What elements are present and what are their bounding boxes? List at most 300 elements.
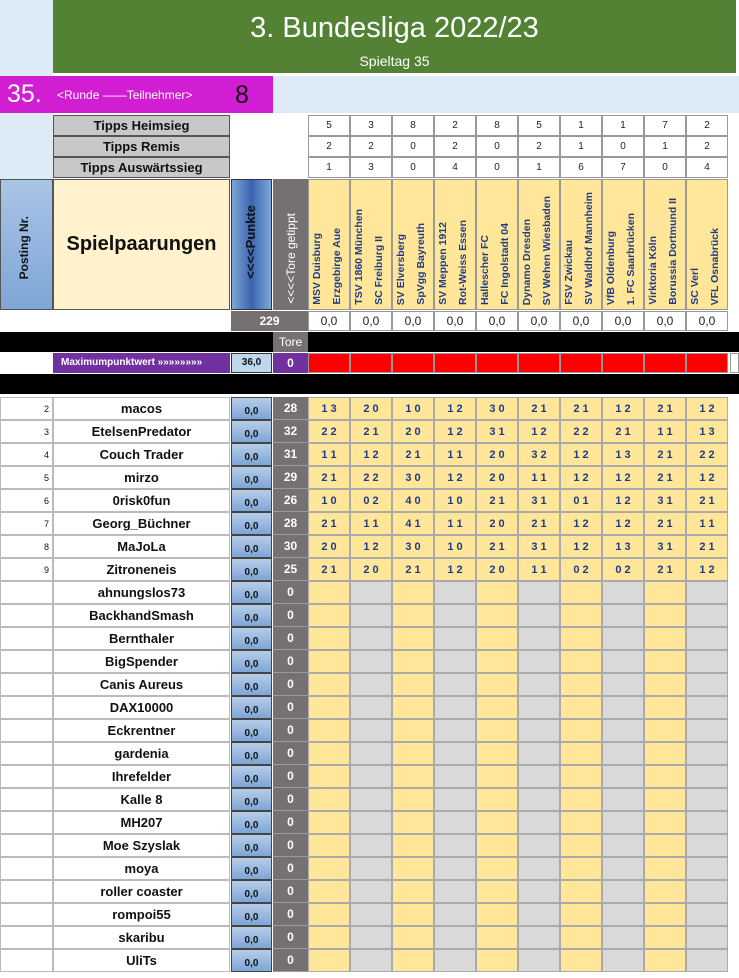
tip-cell[interactable] bbox=[686, 673, 728, 696]
tip-cell[interactable]: 2 1 bbox=[644, 397, 686, 420]
game-result-cell[interactable]: 0,0 bbox=[476, 311, 518, 331]
player-tore: 32 bbox=[273, 420, 308, 443]
tip-cell[interactable] bbox=[602, 581, 644, 604]
tip-cell[interactable]: 1 2 bbox=[686, 397, 728, 420]
tip-cell[interactable] bbox=[518, 673, 560, 696]
tip-cell[interactable] bbox=[350, 719, 392, 742]
tip-cell[interactable]: 3 2 bbox=[518, 443, 560, 466]
tip-cell[interactable] bbox=[602, 719, 644, 742]
tip-cell[interactable]: 1 2 bbox=[602, 397, 644, 420]
tip-cell[interactable] bbox=[476, 811, 518, 834]
tip-cell[interactable] bbox=[602, 604, 644, 627]
tip-cell[interactable] bbox=[434, 834, 476, 857]
tip-cell[interactable] bbox=[686, 857, 728, 880]
posting-nr bbox=[0, 627, 53, 650]
tip-cell[interactable] bbox=[476, 857, 518, 880]
tip-cell[interactable] bbox=[308, 834, 350, 857]
tip-cell[interactable]: 1 2 bbox=[560, 512, 602, 535]
tip-cell[interactable]: 3 1 bbox=[518, 489, 560, 512]
tip-cell[interactable] bbox=[560, 650, 602, 673]
tip-cell[interactable] bbox=[392, 581, 434, 604]
tip-cell[interactable] bbox=[308, 581, 350, 604]
tip-cell[interactable]: 2 1 bbox=[560, 397, 602, 420]
tip-cell[interactable]: 2 1 bbox=[476, 535, 518, 558]
tip-cell[interactable] bbox=[476, 949, 518, 972]
tip-cell[interactable]: 1 1 bbox=[350, 512, 392, 535]
player-name: Georg_Büchner bbox=[53, 512, 230, 535]
player-name: ahnungslos73 bbox=[53, 581, 230, 604]
tip-cell[interactable] bbox=[308, 650, 350, 673]
tip-cell[interactable]: 1 0 bbox=[392, 397, 434, 420]
tip-cell[interactable]: 1 3 bbox=[308, 397, 350, 420]
tip-cell[interactable]: 1 1 bbox=[644, 420, 686, 443]
tip-cell[interactable] bbox=[518, 949, 560, 972]
tip-cell[interactable]: 1 2 bbox=[434, 466, 476, 489]
tip-cell[interactable] bbox=[560, 903, 602, 926]
tip-cell[interactable] bbox=[392, 788, 434, 811]
tip-cell[interactable] bbox=[476, 903, 518, 926]
tip-cell[interactable] bbox=[602, 903, 644, 926]
tip-cell[interactable] bbox=[434, 604, 476, 627]
tip-cell[interactable]: 1 2 bbox=[350, 443, 392, 466]
tip-cell[interactable] bbox=[392, 949, 434, 972]
tip-cell[interactable] bbox=[686, 742, 728, 765]
tip-cell[interactable] bbox=[518, 696, 560, 719]
table-row bbox=[0, 719, 739, 742]
tip-cell[interactable] bbox=[392, 903, 434, 926]
posting-nr bbox=[0, 880, 53, 903]
tip-cell[interactable]: 1 2 bbox=[686, 558, 728, 581]
tip-cell[interactable] bbox=[518, 581, 560, 604]
tip-cell[interactable] bbox=[602, 765, 644, 788]
tip-cell[interactable] bbox=[602, 673, 644, 696]
tip-cell[interactable]: 2 1 bbox=[644, 466, 686, 489]
tip-cell[interactable] bbox=[686, 604, 728, 627]
spacer bbox=[0, 394, 739, 396]
tip-cell[interactable]: 1 0 bbox=[434, 489, 476, 512]
tip-cell[interactable] bbox=[518, 811, 560, 834]
game-result-cell[interactable]: 0,0 bbox=[560, 311, 602, 331]
tip-cell[interactable] bbox=[602, 834, 644, 857]
tip-cell[interactable] bbox=[308, 788, 350, 811]
tip-cell[interactable] bbox=[392, 650, 434, 673]
tip-cell[interactable] bbox=[644, 696, 686, 719]
tip-cell[interactable]: 1 3 bbox=[686, 420, 728, 443]
tip-cell[interactable] bbox=[350, 880, 392, 903]
tip-cell[interactable]: 3 1 bbox=[476, 420, 518, 443]
tip-cell[interactable] bbox=[518, 788, 560, 811]
tip-cell[interactable] bbox=[392, 880, 434, 903]
tip-cell[interactable] bbox=[392, 742, 434, 765]
tip-cell[interactable] bbox=[434, 880, 476, 903]
tip-cell[interactable] bbox=[392, 834, 434, 857]
tip-cell[interactable] bbox=[476, 627, 518, 650]
player-tore: 26 bbox=[273, 489, 308, 512]
tip-cell[interactable] bbox=[644, 811, 686, 834]
posting-nr bbox=[0, 834, 53, 857]
tip-cell[interactable] bbox=[392, 926, 434, 949]
tip-cell[interactable] bbox=[644, 880, 686, 903]
tip-cell[interactable] bbox=[308, 949, 350, 972]
tip-cell[interactable]: 2 2 bbox=[686, 443, 728, 466]
posting-nr bbox=[0, 604, 53, 627]
tip-cell[interactable] bbox=[560, 742, 602, 765]
tip-cell[interactable] bbox=[392, 627, 434, 650]
table-row bbox=[0, 466, 739, 489]
tip-cell[interactable] bbox=[644, 673, 686, 696]
tip-cell[interactable]: 1 2 bbox=[560, 466, 602, 489]
tip-cell[interactable] bbox=[350, 857, 392, 880]
tip-cell[interactable] bbox=[308, 857, 350, 880]
tip-cell[interactable] bbox=[476, 673, 518, 696]
tip-cell[interactable]: 2 1 bbox=[602, 420, 644, 443]
tip-cell[interactable] bbox=[434, 765, 476, 788]
tip-cell[interactable]: 2 1 bbox=[308, 558, 350, 581]
tip-cell[interactable] bbox=[350, 627, 392, 650]
tip-cell[interactable] bbox=[686, 926, 728, 949]
tip-cell[interactable] bbox=[476, 742, 518, 765]
player-name: skaribu bbox=[53, 926, 230, 949]
tip-cell[interactable] bbox=[476, 788, 518, 811]
tip-cell[interactable] bbox=[518, 742, 560, 765]
tip-cell[interactable] bbox=[560, 857, 602, 880]
tip-cell[interactable]: 1 3 bbox=[602, 443, 644, 466]
tip-cell[interactable] bbox=[518, 857, 560, 880]
game-result-cell[interactable]: 0,0 bbox=[308, 311, 350, 331]
tip-cell[interactable] bbox=[560, 949, 602, 972]
tip-cell[interactable] bbox=[434, 857, 476, 880]
player-points: 0,0 bbox=[231, 420, 272, 443]
table-row bbox=[0, 834, 739, 857]
tip-count-cell: 6 bbox=[560, 157, 602, 178]
tip-cell[interactable] bbox=[308, 719, 350, 742]
tip-cell[interactable] bbox=[644, 719, 686, 742]
tip-cell[interactable]: 1 1 bbox=[308, 443, 350, 466]
tip-cell[interactable]: 2 1 bbox=[518, 512, 560, 535]
tip-cell[interactable]: 1 2 bbox=[602, 489, 644, 512]
tip-cell[interactable] bbox=[476, 880, 518, 903]
tip-cell[interactable] bbox=[560, 673, 602, 696]
tip-cell[interactable] bbox=[350, 788, 392, 811]
tip-cell[interactable]: 2 0 bbox=[308, 535, 350, 558]
tip-cell[interactable]: 0 2 bbox=[602, 558, 644, 581]
tip-cell[interactable] bbox=[476, 719, 518, 742]
tip-cell[interactable] bbox=[686, 650, 728, 673]
tip-cell[interactable] bbox=[518, 719, 560, 742]
tip-cell[interactable] bbox=[434, 673, 476, 696]
player-points: 0,0 bbox=[231, 719, 272, 742]
tip-cell[interactable] bbox=[602, 811, 644, 834]
tip-cell[interactable] bbox=[476, 926, 518, 949]
tip-cell[interactable]: 2 1 bbox=[392, 443, 434, 466]
tip-cell[interactable] bbox=[308, 742, 350, 765]
tip-cell[interactable]: 2 1 bbox=[644, 443, 686, 466]
tip-cell[interactable]: 1 1 bbox=[518, 558, 560, 581]
tip-cell[interactable] bbox=[350, 765, 392, 788]
tip-cell[interactable]: 1 2 bbox=[434, 420, 476, 443]
tip-cell[interactable] bbox=[602, 926, 644, 949]
tip-cell[interactable] bbox=[644, 788, 686, 811]
player-name: Couch Trader bbox=[53, 443, 230, 466]
tip-cell[interactable] bbox=[392, 719, 434, 742]
tip-count-cell: 0 bbox=[476, 136, 518, 157]
tip-cell[interactable]: 3 1 bbox=[644, 535, 686, 558]
tip-cell[interactable] bbox=[686, 627, 728, 650]
game-result-cell[interactable]: 0,0 bbox=[350, 311, 392, 331]
tip-cell[interactable]: 2 2 bbox=[350, 466, 392, 489]
home-team-name: Virktoria Köln bbox=[647, 236, 659, 305]
tip-cell[interactable] bbox=[434, 719, 476, 742]
tip-cell[interactable] bbox=[392, 765, 434, 788]
tip-cell[interactable] bbox=[560, 719, 602, 742]
tip-cell[interactable] bbox=[476, 604, 518, 627]
tip-cell[interactable]: 1 2 bbox=[518, 420, 560, 443]
tip-cell[interactable] bbox=[602, 627, 644, 650]
tip-cell[interactable] bbox=[602, 650, 644, 673]
tip-cell[interactable] bbox=[686, 765, 728, 788]
posting-nr bbox=[0, 581, 53, 604]
tip-cell[interactable] bbox=[308, 765, 350, 788]
tip-cell[interactable] bbox=[350, 949, 392, 972]
tip-cell[interactable]: 2 0 bbox=[350, 397, 392, 420]
tip-cell[interactable] bbox=[644, 926, 686, 949]
tip-cell[interactable] bbox=[560, 834, 602, 857]
away-team-name: VFL Osnabrück bbox=[709, 227, 721, 305]
tip-cell[interactable] bbox=[518, 903, 560, 926]
game-result-cell[interactable]: 0,0 bbox=[434, 311, 476, 331]
tip-cell[interactable]: 1 1 bbox=[434, 512, 476, 535]
tip-cell[interactable]: 1 0 bbox=[308, 489, 350, 512]
tip-cell[interactable] bbox=[686, 788, 728, 811]
player-points: 0,0 bbox=[231, 650, 272, 673]
tip-cell[interactable] bbox=[602, 880, 644, 903]
tip-count-cell: 0 bbox=[644, 157, 686, 178]
tip-cell[interactable]: 3 1 bbox=[644, 489, 686, 512]
tip-cell[interactable] bbox=[434, 696, 476, 719]
tip-cell[interactable] bbox=[350, 604, 392, 627]
tip-count-cell: 1 bbox=[518, 157, 560, 178]
tip-cell[interactable]: 3 1 bbox=[518, 535, 560, 558]
tip-cell[interactable] bbox=[686, 880, 728, 903]
tip-cell[interactable]: 2 1 bbox=[644, 512, 686, 535]
tip-cell[interactable] bbox=[350, 811, 392, 834]
tip-cell[interactable] bbox=[392, 604, 434, 627]
tip-cell[interactable] bbox=[308, 903, 350, 926]
tip-cell[interactable] bbox=[476, 834, 518, 857]
tip-cell[interactable]: 2 1 bbox=[644, 558, 686, 581]
tip-cell[interactable]: 1 2 bbox=[434, 558, 476, 581]
player-name: EtelsenPredator bbox=[53, 420, 230, 443]
tip-cell[interactable] bbox=[434, 742, 476, 765]
tip-cell[interactable] bbox=[560, 627, 602, 650]
tip-cell[interactable]: 2 1 bbox=[350, 420, 392, 443]
tip-cell[interactable]: 2 0 bbox=[476, 443, 518, 466]
tip-cell[interactable]: 2 2 bbox=[308, 420, 350, 443]
tip-cell[interactable]: 2 1 bbox=[686, 535, 728, 558]
tip-cell[interactable]: 0 2 bbox=[560, 558, 602, 581]
tip-cell[interactable] bbox=[350, 926, 392, 949]
tip-cell[interactable] bbox=[434, 581, 476, 604]
tip-cell[interactable] bbox=[518, 926, 560, 949]
tip-cell[interactable] bbox=[644, 834, 686, 857]
tip-cell[interactable]: 1 2 bbox=[602, 466, 644, 489]
tip-cell[interactable] bbox=[392, 696, 434, 719]
player-points: 0,0 bbox=[231, 811, 272, 834]
tip-cell[interactable] bbox=[644, 949, 686, 972]
tip-cell[interactable] bbox=[308, 673, 350, 696]
game-result-cell[interactable]: 0,0 bbox=[686, 311, 728, 331]
tip-cell[interactable] bbox=[644, 857, 686, 880]
tip-cell[interactable]: 2 1 bbox=[308, 466, 350, 489]
tip-cell[interactable] bbox=[434, 788, 476, 811]
tip-cell[interactable] bbox=[686, 834, 728, 857]
tip-cell[interactable]: 0 1 bbox=[560, 489, 602, 512]
tip-cell[interactable]: 4 0 bbox=[392, 489, 434, 512]
game-result-cell[interactable]: 0,0 bbox=[518, 311, 560, 331]
tip-cell[interactable] bbox=[602, 696, 644, 719]
tip-cell[interactable] bbox=[476, 696, 518, 719]
tip-cell[interactable]: 1 2 bbox=[434, 397, 476, 420]
table-row bbox=[0, 650, 739, 673]
tip-cell[interactable]: 2 1 bbox=[308, 512, 350, 535]
tip-cell[interactable] bbox=[308, 880, 350, 903]
tip-cell[interactable] bbox=[560, 604, 602, 627]
tip-cell[interactable] bbox=[644, 581, 686, 604]
tip-cell[interactable] bbox=[644, 742, 686, 765]
tip-cell[interactable]: 0 2 bbox=[350, 489, 392, 512]
tip-cell[interactable] bbox=[518, 880, 560, 903]
tip-cell[interactable] bbox=[560, 811, 602, 834]
tip-cell[interactable]: 3 0 bbox=[392, 535, 434, 558]
tip-cell[interactable]: 2 1 bbox=[392, 558, 434, 581]
posting-nr: 9 bbox=[0, 558, 53, 581]
tip-cell[interactable] bbox=[644, 650, 686, 673]
tip-cell[interactable] bbox=[434, 650, 476, 673]
tip-cell[interactable] bbox=[392, 857, 434, 880]
tip-cell[interactable] bbox=[518, 765, 560, 788]
tip-cell[interactable]: 2 0 bbox=[476, 512, 518, 535]
game-result-cell[interactable]: 0,0 bbox=[392, 311, 434, 331]
tip-cell[interactable]: 1 0 bbox=[434, 535, 476, 558]
tip-cell[interactable]: 2 1 bbox=[476, 489, 518, 512]
tip-cell[interactable] bbox=[350, 903, 392, 926]
tip-cell[interactable]: 1 2 bbox=[686, 466, 728, 489]
tip-cell[interactable] bbox=[560, 696, 602, 719]
tip-cell[interactable]: 1 2 bbox=[560, 535, 602, 558]
tip-cell[interactable]: 2 0 bbox=[350, 558, 392, 581]
tip-cell[interactable] bbox=[560, 788, 602, 811]
tip-cell[interactable] bbox=[644, 604, 686, 627]
tip-cell[interactable] bbox=[350, 650, 392, 673]
tip-cell[interactable] bbox=[308, 696, 350, 719]
tip-cell[interactable] bbox=[560, 765, 602, 788]
tip-cell[interactable] bbox=[476, 765, 518, 788]
player-name: Zitroneneis bbox=[53, 558, 230, 581]
tip-cell[interactable] bbox=[644, 765, 686, 788]
player-tore: 28 bbox=[273, 512, 308, 535]
tip-cell[interactable] bbox=[644, 903, 686, 926]
tip-cell[interactable] bbox=[434, 903, 476, 926]
tip-cell[interactable] bbox=[602, 788, 644, 811]
posting-nr bbox=[0, 949, 53, 972]
tip-cell[interactable] bbox=[476, 581, 518, 604]
tip-cell[interactable]: 2 0 bbox=[392, 420, 434, 443]
tip-cell[interactable] bbox=[308, 811, 350, 834]
tip-cell[interactable] bbox=[308, 926, 350, 949]
tip-cell[interactable]: 1 3 bbox=[602, 535, 644, 558]
tip-cell[interactable] bbox=[434, 949, 476, 972]
tip-cell[interactable] bbox=[686, 581, 728, 604]
tip-cell[interactable]: 2 0 bbox=[476, 558, 518, 581]
tip-cell[interactable]: 3 0 bbox=[392, 466, 434, 489]
tip-cell[interactable] bbox=[686, 696, 728, 719]
tip-cell[interactable] bbox=[686, 903, 728, 926]
tip-cell[interactable] bbox=[308, 627, 350, 650]
tip-cell[interactable]: 3 0 bbox=[476, 397, 518, 420]
tip-cell[interactable] bbox=[350, 742, 392, 765]
tip-cell[interactable] bbox=[434, 926, 476, 949]
tip-cell[interactable] bbox=[518, 627, 560, 650]
tip-cell[interactable] bbox=[350, 581, 392, 604]
game-result-cell[interactable]: 0,0 bbox=[644, 311, 686, 331]
home-team-name: SC Verl bbox=[689, 268, 701, 305]
tip-cell[interactable]: 1 2 bbox=[350, 535, 392, 558]
tip-cell[interactable] bbox=[518, 650, 560, 673]
max-points-bar bbox=[644, 353, 686, 373]
tip-cell[interactable] bbox=[518, 834, 560, 857]
tip-cell[interactable]: 1 1 bbox=[434, 443, 476, 466]
max-points-end bbox=[730, 353, 739, 373]
table-row bbox=[0, 512, 739, 535]
tip-cell[interactable] bbox=[686, 811, 728, 834]
tip-cell[interactable] bbox=[686, 719, 728, 742]
tip-cell[interactable] bbox=[686, 949, 728, 972]
table-row bbox=[0, 765, 739, 788]
tip-cell[interactable]: 1 2 bbox=[602, 512, 644, 535]
tip-cell[interactable]: 1 1 bbox=[686, 512, 728, 535]
tip-cell[interactable]: 1 1 bbox=[518, 466, 560, 489]
player-name: Ihrefelder bbox=[53, 765, 230, 788]
tip-cell[interactable] bbox=[476, 650, 518, 673]
game-result-cell[interactable]: 0,0 bbox=[602, 311, 644, 331]
tip-cell[interactable] bbox=[602, 857, 644, 880]
tip-cell[interactable] bbox=[560, 880, 602, 903]
tip-cell[interactable]: 2 1 bbox=[686, 489, 728, 512]
tip-cell[interactable] bbox=[350, 696, 392, 719]
tip-cell[interactable] bbox=[644, 627, 686, 650]
posting-nr bbox=[0, 811, 53, 834]
tip-cell[interactable] bbox=[392, 673, 434, 696]
tip-cell[interactable] bbox=[602, 949, 644, 972]
tip-cell[interactable] bbox=[518, 604, 560, 627]
tip-cell[interactable] bbox=[560, 581, 602, 604]
tip-cell[interactable] bbox=[308, 604, 350, 627]
tip-cell[interactable]: 4 1 bbox=[392, 512, 434, 535]
tip-cell[interactable] bbox=[434, 811, 476, 834]
tip-cell[interactable]: 1 2 bbox=[560, 443, 602, 466]
tip-count-cell: 5 bbox=[518, 115, 560, 136]
tip-cell[interactable] bbox=[350, 673, 392, 696]
tip-cell[interactable] bbox=[392, 811, 434, 834]
tip-cell[interactable] bbox=[434, 627, 476, 650]
tip-cell[interactable]: 2 1 bbox=[518, 397, 560, 420]
tip-cell[interactable] bbox=[602, 742, 644, 765]
tip-cell[interactable] bbox=[350, 834, 392, 857]
tip-cell[interactable]: 2 2 bbox=[560, 420, 602, 443]
tip-cell[interactable] bbox=[560, 926, 602, 949]
tip-cell[interactable]: 2 0 bbox=[476, 466, 518, 489]
posting-nr-header bbox=[0, 179, 53, 310]
